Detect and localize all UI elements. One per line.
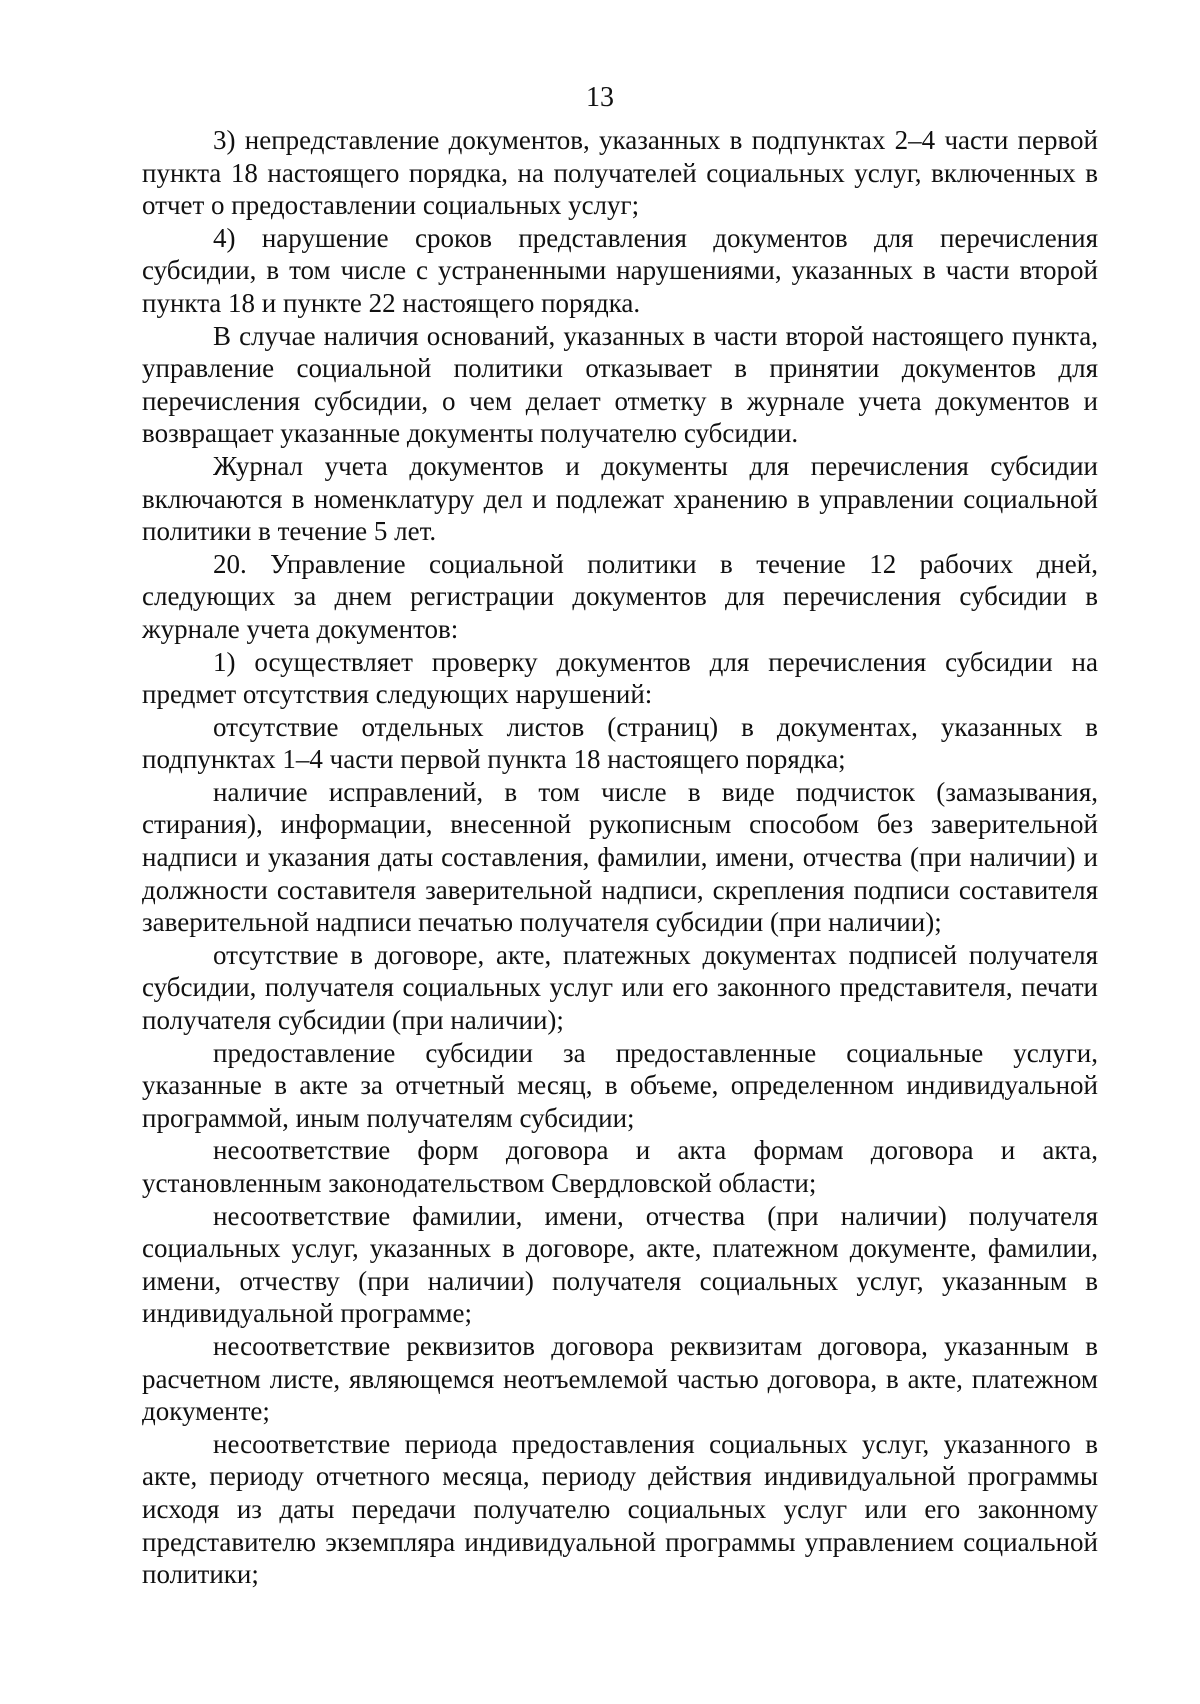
document-body [142,124,1098,1591]
paragraph-item-3: 3) непредставление документов, указанных в подпунктах 2–4 части первой пункта 18 настоящего порядка, на получателей социальных услуг, включенных в отчет о предоставлении социальных услуг; [142,125,1098,221]
paragraph-refusal-grounds: В случае наличия оснований, указанных в части второй настоящего пункта, управление социальной политики отказывает в принятии документов для перечисления субсидии, о чем делает отметку в журнале учета документов и возвращает указанные документы получателю субсидии. [142,320,1098,449]
paragraph-form-mismatch: несоответствие форм договора и акта формам договора и акта, установленным законодательством Свердловской области; [142,1135,1098,1198]
paragraph-clause-20: 20. Управление социальной политики в течение 12 рабочих дней, следующих за днем регистрации документов для перечисления субсидии в журнале учета документов: [142,548,1098,644]
paragraph-period-mismatch: несоответствие периода предоставления социальных услуг, указанного в акте, периоду отчетного месяца, периоду действия индивидуальной программы исходя из даты передачи получателю социальных услуг или его законному представителю экземпляра индивидуальной программы управлением социальной политики; [142,1428,1098,1590]
paragraph-journal-storage: Журнал учета документов и документы для перечисления субсидии включаются в номенклатуру дел и подлежат хранению в управлении социальной политики в течение 5 лет. [142,450,1098,547]
paragraph-requisites-mismatch: несоответствие реквизитов договора реквизитам договора, указанным в расчетном листе, являющемся неотъемлемой частью договора, в акте, платежном документе; [142,1330,1098,1427]
paragraph-missing-pages: отсутствие отдельных листов (страниц) в документах, указанных в подпунктах 1–4 части первой пункта 18 настоящего порядка; [142,711,1098,775]
paragraph-corrections: наличие исправлений, в том числе в виде подчисток (замазывания, стирания), информации, внесенной рукописным способом без заверительной надписи и указания даты составления, фамилии, имени, отчества (при наличии) и должности составителя заверительной надписи, скрепления подписи составителя заверительной надписи печатью получателя субсидии (при наличии); [142,776,1098,938]
paragraph-item-4: 4) нарушение сроков представления документов для перечисления субсидии, в том числе с устраненными нарушениями, указанных в части второй пункта 18 и пункте 22 настоящего порядка. [142,222,1098,318]
paragraph-missing-signatures: отсутствие в договоре, акте, платежных документах подписей получателя субсидии, получателя социальных услуг или его законного представителя, печати получателя субсидии (при наличии); [142,939,1098,1036]
paragraph-subsidy-others: предоставление субсидии за предоставленные социальные услуги, указанные в акте за отчетный месяц, в объеме, определенном индивидуальной программой, иным получателям субсидии; [142,1037,1098,1133]
paragraph-subitem-1: 1) осуществляет проверку документов для перечисления субсидии на предмет отсутствия следующих нарушений: [142,646,1098,710]
page-number: 13 [586,82,614,113]
paragraph-name-mismatch: несоответствие фамилии, имени, отчества (при наличии) получателя социальных услуг, указанных в договоре, акте, платежном документе, фамилии, имени, отчеству (при наличии) получателя социальных услуг, указанным в индивидуальной программе; [142,1200,1098,1329]
